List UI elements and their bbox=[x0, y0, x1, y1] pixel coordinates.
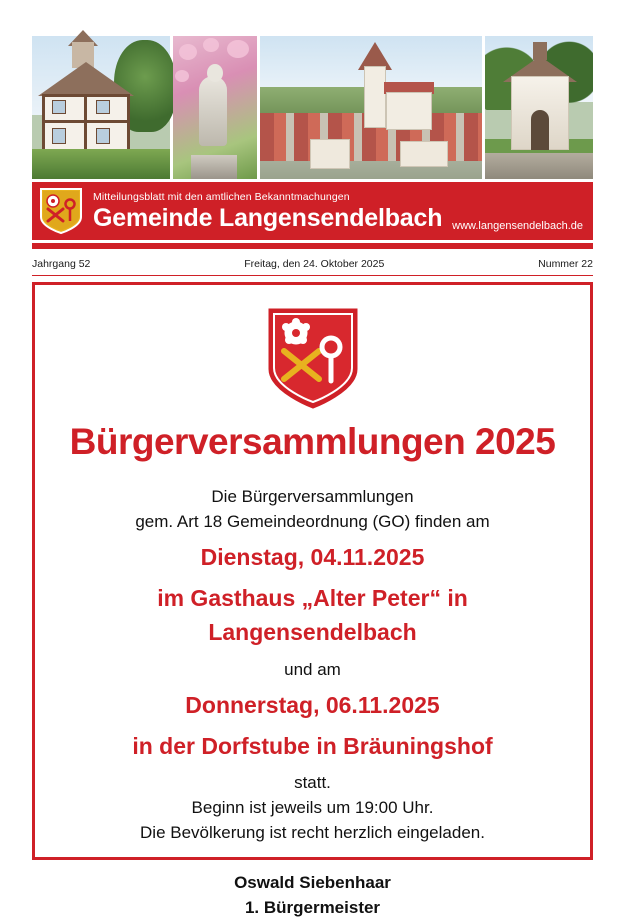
notice-date-2: Donnerstag, 06.11.2025 bbox=[185, 692, 440, 719]
masthead-subline: Mitteilungsblatt mit den amtlichen Bekanntmachungen bbox=[93, 190, 350, 203]
notice-box bbox=[32, 282, 593, 917]
photo-chapel bbox=[485, 36, 593, 179]
signature-role: 1. Bürgermeister bbox=[244, 897, 381, 917]
masthead-title-bar bbox=[32, 182, 593, 240]
issue-line bbox=[32, 258, 593, 276]
coat-of-arms-icon bbox=[39, 187, 83, 235]
notice-connector: und am bbox=[284, 659, 341, 679]
issue-date: Freitag, den 24. Oktober 2025 bbox=[244, 258, 385, 270]
photo-statue-blossoms bbox=[173, 36, 257, 179]
masthead-website[interactable]: www.langensendelbach.de bbox=[452, 220, 583, 232]
notice-place-2: in der Dorfstube in Bräuningshof bbox=[132, 732, 493, 759]
notice-closing-line-3: Die Bevölkerung ist recht herzlich eingeladen. bbox=[140, 822, 485, 842]
notice-date-1: Dienstag, 04.11.2025 bbox=[200, 544, 425, 571]
masthead bbox=[32, 36, 593, 249]
notice-closing-line-1: statt. bbox=[294, 773, 331, 793]
masthead-rule bbox=[32, 243, 593, 249]
signature-name: Oswald Siebenhaar bbox=[234, 873, 391, 893]
notice-intro-line-1: Die Bürgerversammlungen bbox=[211, 487, 414, 506]
photo-half-timbered-house bbox=[32, 36, 170, 179]
photo-village-church bbox=[260, 36, 482, 179]
masthead-title: Gemeinde Langensendelbach bbox=[93, 203, 443, 232]
notice-place-1: im Gasthaus „Alter Peter“ in Langensendelbach bbox=[157, 584, 468, 646]
notice-closing-line-2: Beginn ist jeweils um 19:00 Uhr. bbox=[191, 798, 434, 818]
notice-intro-line-2: gem. Art 18 Gemeindeordnung (GO) finden am bbox=[135, 511, 490, 531]
notice-signature bbox=[63, 871, 562, 920]
issue-volume: Jahrgang 52 bbox=[32, 258, 91, 270]
photo-strip bbox=[32, 36, 593, 179]
notice-headline: Bürgerversammlungen 2025 bbox=[69, 421, 556, 462]
coat-of-arms-icon bbox=[267, 307, 359, 411]
masthead-titles bbox=[93, 190, 452, 232]
issue-number: Nummer 22 bbox=[538, 258, 593, 270]
